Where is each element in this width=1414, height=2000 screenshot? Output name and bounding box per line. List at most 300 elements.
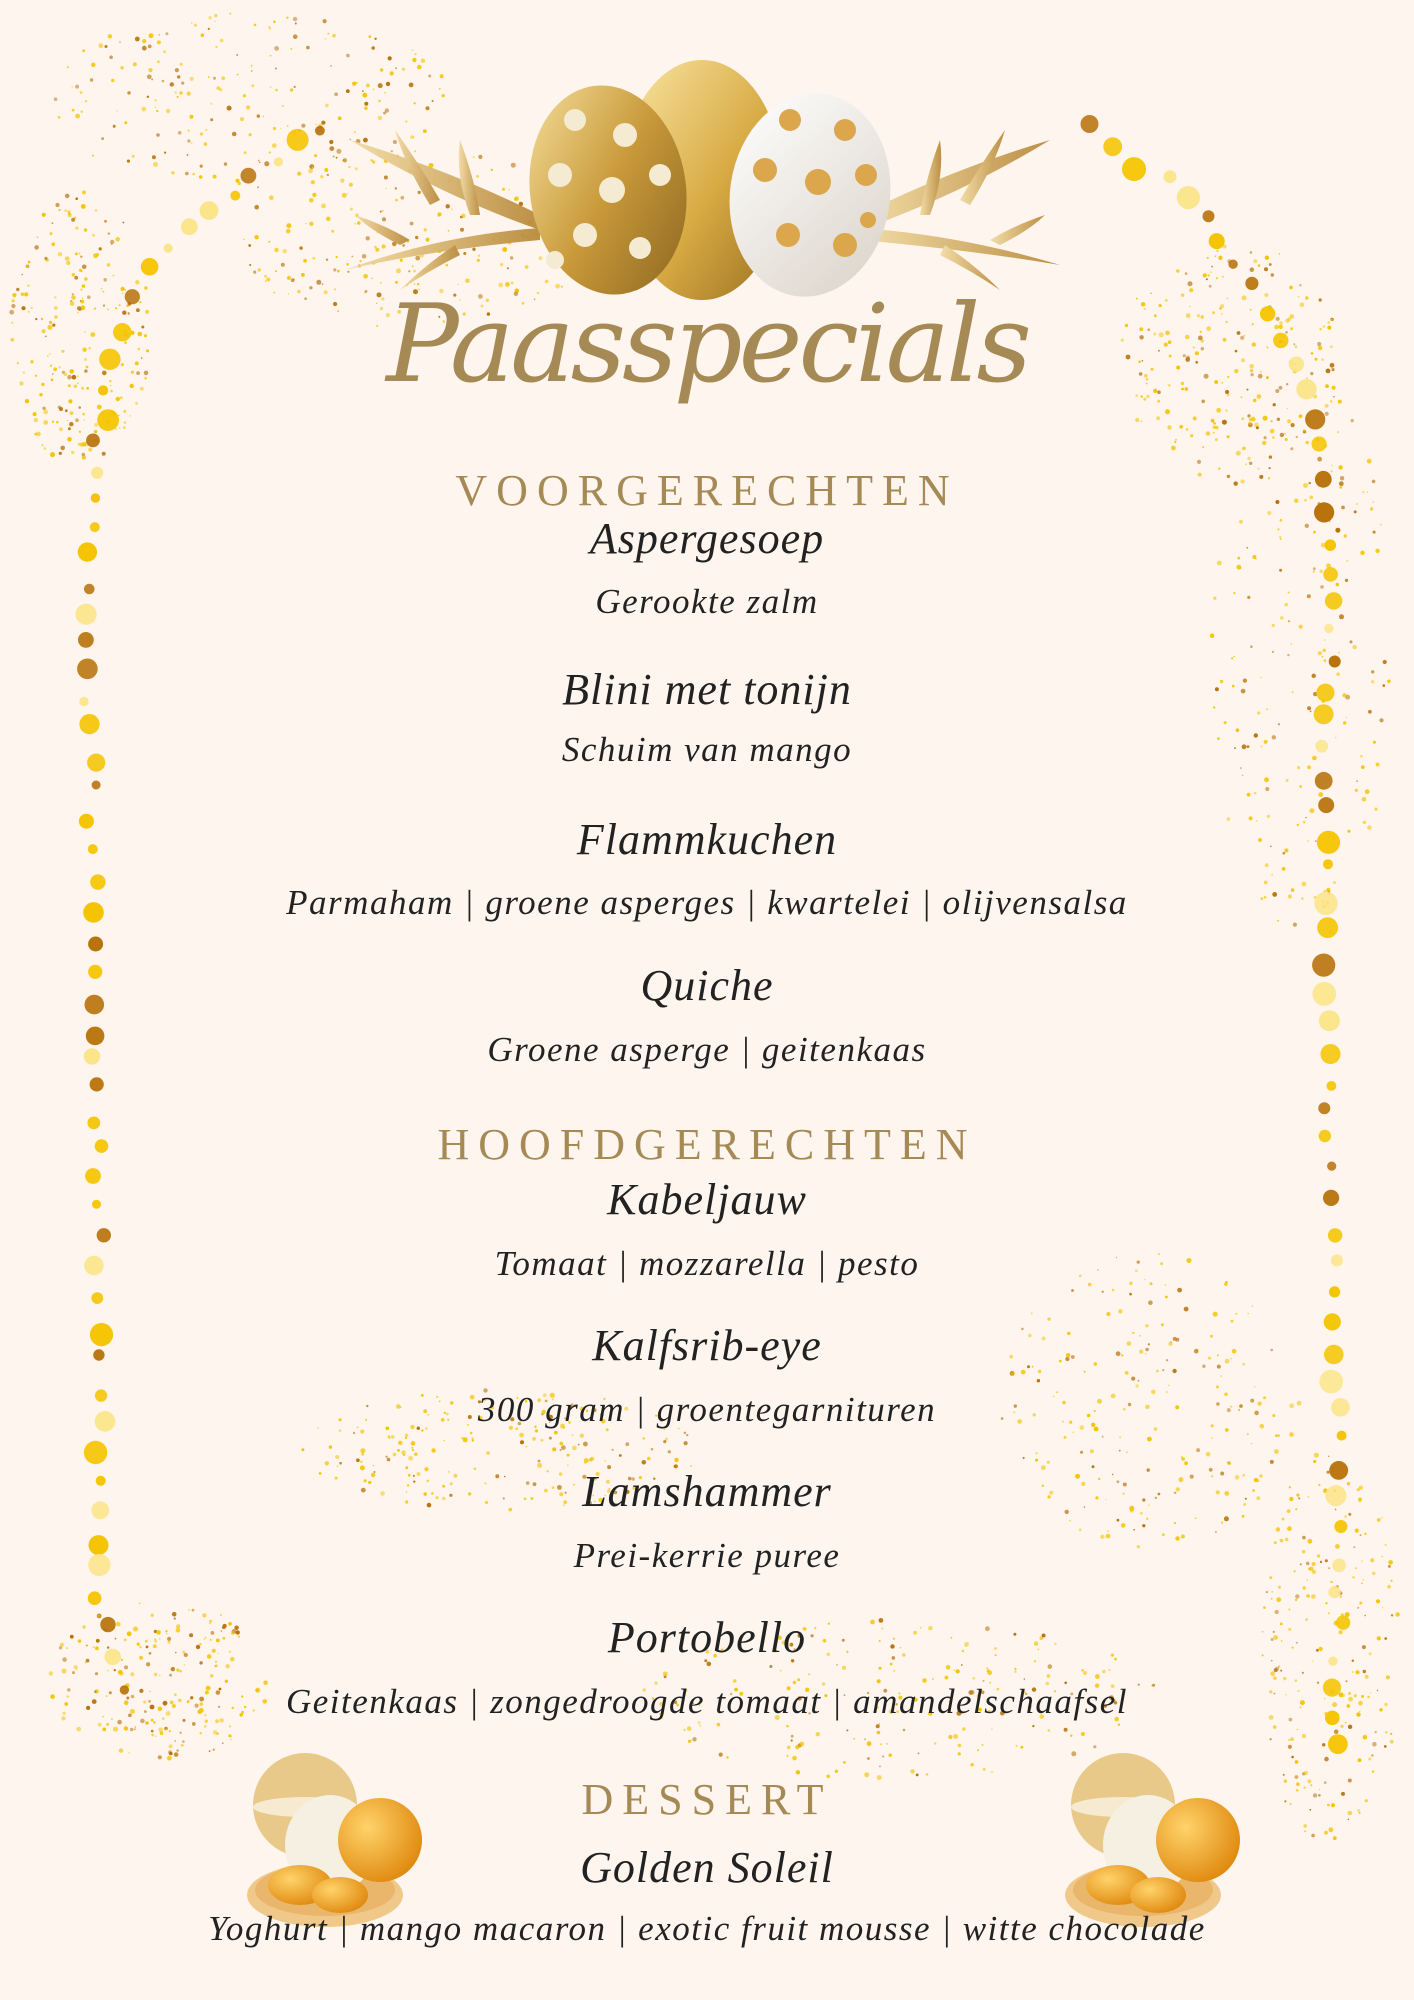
gold-dot bbox=[124, 121, 127, 124]
gold-dot bbox=[625, 1442, 629, 1446]
gold-dot bbox=[329, 140, 333, 144]
gold-dot bbox=[115, 237, 120, 242]
gold-dot bbox=[1118, 1724, 1120, 1726]
gold-dot bbox=[352, 82, 356, 86]
gold-dot bbox=[90, 1077, 104, 1091]
gold-dot bbox=[353, 1432, 355, 1434]
gold-dot bbox=[1322, 656, 1324, 658]
gold-dot bbox=[1297, 1729, 1298, 1730]
gold-dot bbox=[514, 197, 517, 200]
gold-dot bbox=[91, 63, 95, 67]
gold-dot bbox=[85, 100, 87, 102]
gold-dot bbox=[1081, 1732, 1085, 1736]
gold-dot bbox=[451, 208, 453, 210]
gold-dot bbox=[1273, 1725, 1277, 1729]
gold-dot bbox=[1215, 438, 1218, 441]
gold-dot bbox=[391, 1435, 395, 1439]
gold-dot bbox=[155, 99, 157, 101]
gold-dot bbox=[275, 68, 277, 70]
gold-dot bbox=[178, 131, 182, 135]
gold-dot bbox=[208, 16, 211, 19]
gold-dot bbox=[842, 1666, 846, 1670]
gold-dot bbox=[275, 270, 277, 272]
gold-dot bbox=[500, 263, 503, 266]
gold-dot bbox=[388, 56, 392, 60]
gold-dot bbox=[169, 1752, 173, 1756]
gold-dot bbox=[1211, 419, 1215, 423]
gold-dot bbox=[160, 1731, 164, 1735]
gold-dot bbox=[1129, 1293, 1132, 1296]
gold-dot bbox=[188, 1609, 190, 1611]
gold-dot bbox=[188, 130, 190, 132]
gold-dot bbox=[343, 158, 347, 162]
gold-dot bbox=[439, 88, 441, 90]
gold-dot bbox=[1269, 455, 1272, 458]
gold-dot bbox=[165, 1729, 167, 1731]
gold-dot bbox=[412, 50, 413, 51]
gold-dot bbox=[688, 1740, 691, 1743]
gold-dot bbox=[133, 62, 137, 66]
gold-dot bbox=[141, 258, 159, 276]
gold-dot bbox=[147, 96, 149, 98]
gold-dot bbox=[356, 1459, 360, 1463]
gold-dot bbox=[240, 117, 244, 121]
gold-dot bbox=[408, 270, 410, 272]
gold-dot bbox=[249, 133, 252, 136]
gold-dot bbox=[1371, 1754, 1373, 1756]
gold-dot bbox=[201, 33, 205, 37]
gold-dot bbox=[442, 94, 445, 97]
gold-dot bbox=[1156, 416, 1160, 420]
menu-title: Paasspecials bbox=[386, 282, 1028, 407]
gold-dot bbox=[346, 89, 350, 93]
gold-dot bbox=[1295, 1599, 1297, 1601]
gold-dot bbox=[1374, 808, 1377, 811]
gold-dot bbox=[560, 1449, 562, 1451]
gold-dot bbox=[384, 176, 388, 180]
gold-dot bbox=[1215, 1531, 1217, 1533]
gold-dot bbox=[118, 415, 120, 417]
gold-dot bbox=[393, 140, 397, 144]
gold-dot bbox=[397, 1449, 400, 1452]
gold-dot bbox=[945, 1676, 949, 1680]
gold-dot bbox=[76, 1669, 78, 1671]
gold-dot bbox=[1177, 1288, 1182, 1293]
gold-dot bbox=[987, 1669, 990, 1672]
gold-dot bbox=[1299, 414, 1303, 418]
gold-dot bbox=[350, 208, 353, 211]
gold-dot bbox=[312, 257, 315, 260]
gold-dot bbox=[1258, 264, 1261, 267]
gold-dot bbox=[1263, 1606, 1266, 1609]
gold-dot bbox=[382, 244, 386, 248]
gold-dot bbox=[1248, 1313, 1249, 1314]
gold-dot bbox=[295, 23, 297, 25]
gold-dot bbox=[383, 112, 386, 115]
gold-dot bbox=[1313, 1460, 1316, 1463]
gold-dot bbox=[1181, 1457, 1185, 1461]
gold-dot bbox=[250, 65, 252, 67]
gold-dot bbox=[1271, 874, 1273, 876]
gold-dot bbox=[1231, 657, 1233, 659]
gold-dot bbox=[158, 34, 160, 36]
gold-dot bbox=[1278, 1586, 1281, 1589]
gold-dot bbox=[97, 1228, 111, 1242]
gold-dot bbox=[1131, 1377, 1135, 1381]
gold-dot bbox=[1328, 1734, 1348, 1754]
gold-dot bbox=[910, 1769, 914, 1773]
gold-dot bbox=[971, 1763, 974, 1766]
gold-dot bbox=[43, 420, 48, 425]
gold-dot bbox=[43, 410, 48, 415]
gold-dot bbox=[1210, 271, 1212, 273]
gold-dot bbox=[222, 1742, 224, 1744]
gold-dot bbox=[991, 1728, 992, 1729]
gold-dot bbox=[572, 1446, 577, 1451]
gold-dot bbox=[787, 1755, 789, 1757]
gold-dot bbox=[123, 222, 125, 224]
gold-dot bbox=[169, 1730, 171, 1732]
gold-dot bbox=[52, 242, 56, 246]
gold-dot bbox=[1216, 250, 1218, 252]
gold-dot bbox=[1148, 1300, 1153, 1305]
gold-dot bbox=[683, 1729, 685, 1731]
gold-dot bbox=[312, 166, 314, 168]
gold-dot bbox=[1084, 1371, 1086, 1373]
gold-dot bbox=[221, 76, 225, 80]
gold-dot bbox=[549, 1437, 552, 1440]
gold-dot bbox=[1307, 1579, 1309, 1581]
gold-dot bbox=[1224, 721, 1227, 724]
gold-dot bbox=[269, 195, 274, 200]
gold-dot bbox=[120, 66, 123, 69]
gold-dot bbox=[72, 109, 75, 112]
gold-dot bbox=[75, 418, 79, 422]
gold-dot bbox=[1185, 272, 1188, 275]
gold-dot bbox=[215, 46, 217, 48]
gold-dot bbox=[347, 271, 349, 273]
gold-dot bbox=[98, 43, 103, 48]
gold-dot bbox=[1322, 649, 1326, 653]
gold-dot bbox=[1365, 1675, 1369, 1679]
gold-dot bbox=[73, 1665, 77, 1669]
gold-dot bbox=[54, 97, 58, 101]
gold-dot bbox=[1117, 1519, 1120, 1522]
gold-dot bbox=[230, 13, 232, 15]
gold-dot bbox=[273, 21, 276, 24]
gold-dot bbox=[354, 223, 356, 225]
gold-dot bbox=[320, 175, 323, 178]
gold-dot bbox=[1206, 1452, 1211, 1457]
gold-dot bbox=[74, 217, 76, 219]
gold-dot bbox=[171, 1667, 175, 1671]
gold-dot bbox=[44, 257, 47, 260]
gold-dot bbox=[127, 91, 130, 94]
gold-dot bbox=[378, 83, 383, 88]
gold-dot bbox=[294, 86, 296, 88]
gold-dot bbox=[382, 217, 386, 221]
gold-dot bbox=[510, 256, 513, 259]
gold-dot bbox=[1216, 1385, 1219, 1388]
gold-dot bbox=[286, 17, 288, 19]
gold-dot bbox=[1329, 1286, 1340, 1297]
gold-dot bbox=[257, 186, 259, 188]
gold-dot bbox=[791, 1739, 793, 1741]
gold-dot bbox=[1196, 1448, 1200, 1452]
gold-dot bbox=[1329, 1827, 1334, 1832]
gold-dot bbox=[1276, 1527, 1280, 1531]
gold-dot bbox=[82, 265, 87, 270]
gold-dot bbox=[1168, 1385, 1169, 1386]
gold-dot bbox=[1193, 416, 1197, 420]
gold-dot bbox=[799, 1742, 804, 1747]
dish-name: Portobello bbox=[607, 1613, 807, 1662]
gold-dot bbox=[107, 263, 111, 267]
gold-dot bbox=[175, 92, 177, 94]
gold-dot bbox=[67, 437, 72, 442]
gold-dot bbox=[82, 190, 86, 194]
gold-dot bbox=[200, 132, 203, 135]
gold-dot bbox=[1385, 1731, 1388, 1734]
gold-dot bbox=[398, 1441, 402, 1445]
gold-dot bbox=[1227, 435, 1230, 438]
gold-dot bbox=[95, 209, 98, 212]
gold-dot bbox=[1079, 1528, 1082, 1531]
gold-dot bbox=[1328, 1586, 1340, 1598]
gold-dot bbox=[181, 218, 198, 235]
gold-dot bbox=[1361, 1582, 1363, 1584]
gold-dot bbox=[525, 1446, 527, 1448]
gold-dot bbox=[274, 157, 283, 166]
section-heading-voorgerechten: VOORGERECHTEN bbox=[455, 466, 959, 515]
gold-dot bbox=[281, 263, 285, 267]
gold-dot bbox=[572, 1434, 574, 1436]
gold-dot bbox=[33, 412, 37, 416]
gold-dot bbox=[946, 1665, 951, 1670]
gold-dot bbox=[282, 105, 284, 107]
gold-dot bbox=[130, 415, 131, 416]
gold-dot bbox=[192, 1609, 195, 1612]
gold-dot bbox=[187, 139, 190, 142]
gold-dot bbox=[299, 246, 302, 249]
gold-dot bbox=[786, 1725, 789, 1728]
gold-dot bbox=[315, 126, 325, 136]
gold-dot bbox=[263, 116, 265, 118]
gold-dot bbox=[338, 116, 342, 120]
gold-dot bbox=[1271, 1598, 1273, 1600]
gold-dot bbox=[216, 86, 220, 90]
gold-dot bbox=[75, 197, 78, 200]
gold-dot bbox=[973, 1677, 976, 1680]
gold-dot bbox=[567, 1454, 570, 1457]
gold-dot bbox=[21, 274, 23, 276]
gold-dot bbox=[1221, 1521, 1223, 1523]
gold-dot bbox=[1288, 1739, 1290, 1741]
gold-dot bbox=[583, 1442, 588, 1447]
gold-dot bbox=[413, 270, 416, 273]
gold-dot bbox=[1324, 1757, 1329, 1762]
gold-dot bbox=[209, 1750, 211, 1752]
gold-dot bbox=[25, 265, 28, 268]
gold-dot bbox=[816, 1732, 820, 1736]
gold-dot bbox=[1322, 1743, 1325, 1746]
gold-dot bbox=[1272, 437, 1274, 439]
gold-dot bbox=[1208, 274, 1210, 276]
gold-dot bbox=[877, 1731, 881, 1735]
gold-dot bbox=[1283, 1677, 1286, 1680]
gold-dot bbox=[1365, 789, 1370, 794]
gold-dot bbox=[1048, 1664, 1053, 1669]
gold-dot bbox=[699, 1725, 700, 1726]
gold-dot bbox=[605, 1460, 606, 1461]
gold-dot bbox=[674, 1458, 678, 1462]
gold-dot bbox=[413, 102, 415, 104]
gold-dot bbox=[1014, 1668, 1016, 1670]
gold-dot bbox=[62, 1669, 67, 1674]
gold-dot bbox=[382, 210, 384, 212]
gold-dot bbox=[879, 1723, 881, 1725]
gold-dot bbox=[49, 1671, 53, 1675]
gold-dot bbox=[1102, 1670, 1105, 1673]
gold-dot bbox=[243, 239, 245, 241]
gold-dot bbox=[1102, 1436, 1104, 1438]
gold-dot bbox=[511, 163, 516, 168]
gold-dot bbox=[1228, 1461, 1232, 1465]
gold-dot bbox=[192, 173, 195, 176]
gold-dot bbox=[1174, 1522, 1176, 1524]
gold-dot bbox=[155, 107, 156, 108]
gold-dot bbox=[86, 434, 100, 448]
gold-dot bbox=[787, 1746, 791, 1750]
gold-dot bbox=[385, 1456, 387, 1458]
gold-dot bbox=[647, 1457, 651, 1461]
gold-dot bbox=[590, 1457, 594, 1461]
gold-dot bbox=[1211, 1437, 1213, 1439]
gold-dot bbox=[417, 65, 422, 70]
gold-dot bbox=[1362, 797, 1367, 802]
gold-dot bbox=[60, 446, 65, 451]
gold-dot bbox=[1122, 157, 1146, 181]
gold-dot bbox=[1215, 255, 1217, 257]
gold-dot bbox=[1014, 1671, 1016, 1673]
gold-dot bbox=[1141, 420, 1143, 422]
gold-dot bbox=[578, 1444, 580, 1446]
gold-dot bbox=[1081, 1669, 1084, 1672]
gold-dot bbox=[107, 1670, 108, 1671]
gold-dot bbox=[1280, 433, 1284, 437]
gold-dot bbox=[244, 151, 247, 154]
gold-dot bbox=[400, 259, 403, 262]
gold-dot bbox=[76, 1727, 81, 1732]
gold-dot bbox=[227, 106, 232, 111]
gold-dot bbox=[991, 1771, 992, 1772]
gold-dot bbox=[81, 204, 86, 209]
gold-dot bbox=[88, 937, 103, 952]
gold-dot bbox=[92, 781, 101, 790]
gold-dot bbox=[113, 1727, 118, 1732]
gold-dot bbox=[477, 259, 480, 262]
gold-dot bbox=[346, 263, 349, 266]
gold-dot bbox=[177, 96, 179, 98]
gold-dot bbox=[879, 1765, 881, 1767]
gold-dot bbox=[1381, 1517, 1382, 1518]
gold-dot bbox=[1213, 1312, 1218, 1317]
gold-dot bbox=[791, 1735, 794, 1738]
gold-dot bbox=[1239, 567, 1241, 569]
gold-dot bbox=[362, 254, 367, 259]
gold-dot bbox=[113, 275, 115, 277]
gold-dot bbox=[364, 107, 367, 110]
gold-dot bbox=[315, 124, 317, 126]
gold-dot bbox=[1147, 1437, 1152, 1442]
gold-dot bbox=[1016, 1745, 1018, 1747]
dish-description: Groene asperge | geitenkaas bbox=[487, 1030, 927, 1069]
gold-dot bbox=[1271, 1591, 1273, 1593]
gold-dot bbox=[378, 116, 382, 120]
gold-dot bbox=[1278, 1435, 1280, 1437]
gold-dot bbox=[370, 159, 372, 161]
gold-dot bbox=[69, 422, 73, 426]
gold-dot bbox=[1313, 567, 1316, 570]
gold-dot bbox=[538, 1460, 541, 1463]
gold-dot bbox=[1315, 772, 1333, 790]
gold-dot bbox=[59, 209, 61, 211]
gold-dot bbox=[405, 1434, 409, 1438]
gold-dot bbox=[1203, 210, 1215, 222]
gold-dot bbox=[1285, 438, 1288, 441]
dish-name: Lamshammer bbox=[582, 1467, 832, 1516]
gold-dot bbox=[1112, 1289, 1115, 1292]
gold-dot bbox=[208, 76, 210, 78]
gold-dot bbox=[1165, 1296, 1168, 1299]
gold-dot bbox=[205, 129, 207, 131]
gold-dot bbox=[356, 82, 358, 84]
gold-dot bbox=[1184, 1461, 1188, 1465]
gold-dot bbox=[1048, 1729, 1051, 1732]
gold-dot bbox=[67, 420, 68, 421]
gold-dot bbox=[1355, 1529, 1359, 1533]
gold-dot bbox=[360, 1461, 362, 1463]
gold-dot bbox=[52, 421, 54, 423]
gold-dot bbox=[156, 133, 160, 137]
gold-dot bbox=[1264, 267, 1268, 271]
gold-dot bbox=[1386, 1675, 1390, 1679]
gold-dot bbox=[1276, 1597, 1281, 1602]
gold-dot bbox=[270, 86, 272, 88]
gold-dot bbox=[176, 1749, 178, 1751]
gold-dot bbox=[412, 1449, 414, 1451]
gold-dot bbox=[1324, 624, 1333, 633]
gold-dot bbox=[958, 1744, 962, 1748]
gold-dot bbox=[380, 211, 382, 213]
gold-dot bbox=[363, 274, 368, 279]
dish-name: Flammkuchen bbox=[576, 815, 838, 864]
gold-dot bbox=[187, 154, 189, 156]
gold-dot bbox=[1296, 436, 1298, 438]
gold-dot bbox=[1288, 1609, 1290, 1611]
gold-dot bbox=[1270, 1671, 1275, 1676]
gold-dot bbox=[366, 236, 370, 240]
gold-dot bbox=[1324, 659, 1327, 662]
gold-dot bbox=[1368, 1758, 1371, 1761]
gold-dot bbox=[52, 222, 54, 224]
gold-dot bbox=[72, 1671, 75, 1674]
gold-dot bbox=[879, 1667, 882, 1670]
gold-dot bbox=[103, 1728, 106, 1731]
gold-dot bbox=[560, 1442, 564, 1446]
gold-dot bbox=[1256, 426, 1259, 429]
easter-eggs-icon bbox=[345, 60, 1060, 307]
